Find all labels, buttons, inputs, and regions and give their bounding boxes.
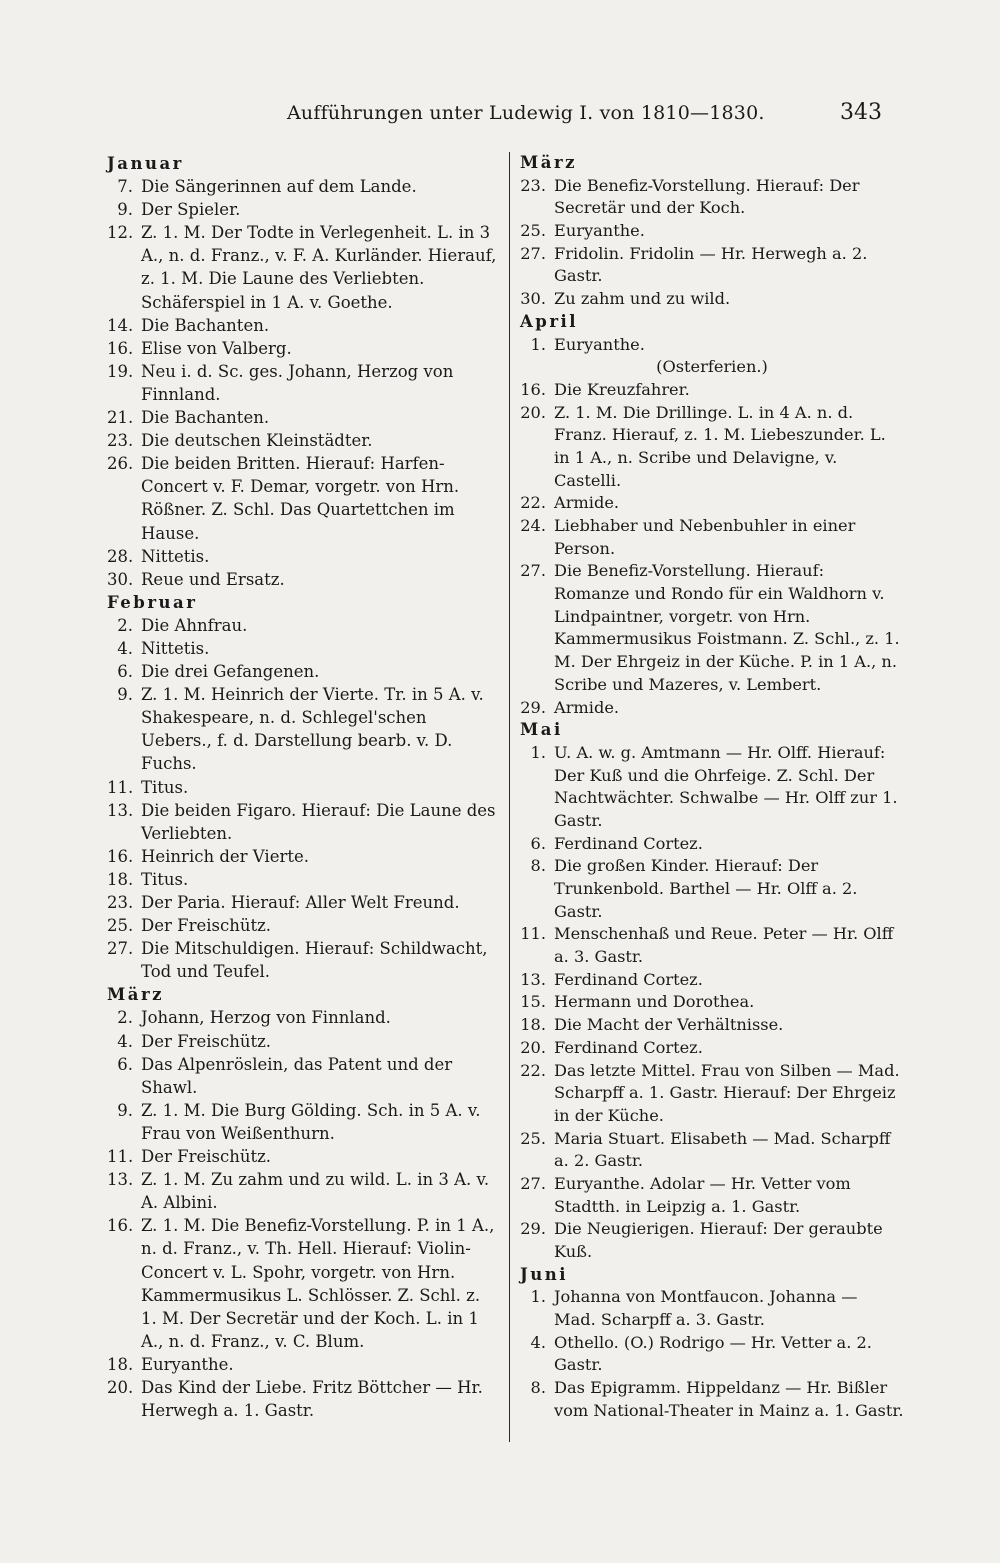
performance-entry	[107, 660, 497, 683]
entry-text: Der Freischütz.	[141, 1147, 272, 1167]
performance-entry	[520, 697, 904, 720]
entry-text: Johann, Herzog von Finnland.	[141, 1008, 391, 1028]
entry-day: 27.	[520, 561, 546, 581]
performance-entry	[107, 683, 497, 775]
performance-entry	[107, 429, 497, 452]
entry-text: Die Macht der Verhältnisse.	[554, 1015, 784, 1035]
performance-entry	[520, 833, 904, 856]
entry-day: 20.	[520, 1037, 546, 1057]
entry-text: Der Paria. Hierauf: Aller Welt Freund.	[141, 893, 460, 912]
performance-entry	[107, 614, 497, 637]
performance-entry	[107, 406, 497, 429]
month-heading: Juni	[520, 1264, 569, 1284]
performance-entry	[107, 452, 497, 544]
entry-day: 20.	[107, 1377, 134, 1397]
entry-text: Die Sängerinnen auf dem Lande.	[141, 177, 417, 197]
entry-day: 29.	[520, 697, 546, 717]
performance-entry	[107, 360, 497, 406]
performance-entry	[107, 1099, 497, 1145]
entry-day: 6.	[117, 1054, 133, 1074]
performance-entry	[520, 175, 904, 220]
performance-entry	[520, 969, 904, 992]
performance-entry	[520, 1377, 904, 1422]
entry-text: Maria Stuart. Elisabeth — Mad. Scharpff a. 2. Gastr.	[554, 1128, 891, 1171]
performance-entry	[107, 637, 497, 660]
performance-entry	[520, 515, 904, 560]
entry-day: 18.	[107, 869, 134, 889]
performance-entry	[107, 1353, 497, 1376]
month-heading: März	[520, 153, 578, 172]
entry-day: 13.	[107, 800, 134, 820]
entry-day: 11.	[107, 1147, 134, 1167]
entry-day: 22.	[520, 493, 546, 513]
performance-entry	[520, 288, 904, 311]
entry-text: Othello. (O.) Rodrigo — Hr. Vetter a. 2. Gastr.	[554, 1332, 872, 1375]
performance-entry	[520, 923, 904, 968]
performance-entry	[107, 221, 497, 313]
entry-text: Das letzte Mittel. Frau von Silben — Mad. Scharpff a. 1. Gastr. Hierauf: Der Ehrgeiz in der Küche.	[554, 1060, 900, 1125]
entry-text: Nittetis.	[141, 638, 210, 658]
month-heading: April	[520, 311, 579, 331]
month-heading: Januar	[107, 154, 184, 173]
entry-day: 4.	[117, 638, 133, 658]
entry-day: 28.	[107, 546, 134, 566]
entry-text: Die deutschen Kleinstädter.	[141, 431, 373, 451]
entry-day: 1.	[530, 334, 546, 354]
entry-day: 16.	[107, 846, 134, 866]
entry-text: Nittetis.	[141, 546, 210, 566]
entry-text: Ferdinand Cortez.	[554, 969, 703, 989]
entry-text: Die Mitschuldigen. Hierauf: Schildwacht, Tod und Teufel.	[141, 939, 488, 982]
entry-text: Euryanthe.	[554, 221, 645, 241]
entry-day: 4.	[530, 1332, 546, 1352]
performance-entry	[107, 776, 497, 799]
entry-day: 21.	[107, 408, 134, 428]
entry-text: Der Freischütz.	[141, 916, 272, 936]
entry-day: 27.	[520, 243, 546, 263]
entry-text: Die beiden Britten. Hierauf: Harfen-Concert v. F. Demar, vorgetr. von Hrn. Rößner. Z. Schl. Das Quartettchen im Hause.	[141, 454, 460, 543]
performance-entry	[520, 220, 904, 243]
entry-text: Ferdinand Cortez.	[554, 1037, 703, 1057]
entry-text: Die Bachanten.	[141, 315, 270, 335]
performance-entry	[107, 868, 497, 891]
performance-entry	[520, 991, 904, 1014]
performance-entry	[520, 1286, 904, 1331]
entry-day: 11.	[520, 924, 546, 944]
performance-entry	[520, 379, 904, 402]
entry-text: Z. 1. M. Die Burg Gölding. Sch. in 5 A. v. Frau von Weißenthurn.	[141, 1100, 481, 1143]
entry-day: 29.	[520, 1219, 546, 1239]
entry-day: 8.	[530, 1378, 546, 1398]
entry-day: 4.	[117, 1031, 133, 1051]
performance-entry	[107, 337, 497, 360]
performance-entry	[520, 560, 904, 696]
entry-day: 13.	[520, 969, 546, 989]
performance-entry	[520, 243, 904, 288]
performance-entry	[520, 1173, 904, 1218]
performance-entry	[520, 492, 904, 515]
entry-day: 30.	[107, 569, 134, 589]
entry-day: 7.	[117, 177, 133, 197]
entry-day: 1.	[530, 1287, 546, 1307]
performance-entry	[520, 1014, 904, 1037]
entry-day: 9.	[117, 1100, 133, 1120]
entry-day: 8.	[530, 856, 546, 876]
performance-entry	[107, 314, 497, 337]
entry-text: Euryanthe.	[141, 1354, 234, 1374]
month-heading: März	[107, 985, 165, 1005]
entry-day: 26.	[107, 454, 134, 474]
entry-day: 16.	[520, 379, 546, 399]
entry-text: Reue und Ersatz.	[141, 569, 285, 589]
performance-entry	[107, 1376, 497, 1422]
entry-day: 9.	[117, 685, 133, 705]
entry-text: Die Ahnfrau.	[141, 615, 248, 635]
entry-text: Elise von Valberg.	[141, 338, 292, 358]
month-heading: Februar	[107, 592, 198, 612]
entry-text: Titus.	[141, 869, 189, 889]
performance-entry	[520, 402, 904, 493]
performance-entry	[107, 937, 497, 983]
entry-day: 25.	[107, 916, 134, 936]
entry-day: 15.	[520, 992, 546, 1012]
performance-entry	[107, 845, 497, 868]
section-note: (Osterferien.)	[656, 357, 768, 377]
performance-entry	[107, 1145, 497, 1168]
entry-text: Das Epigramm. Hippeldanz — Hr. Bißler vom National-Theater in Mainz a. 1. Gastr.	[554, 1378, 904, 1420]
entry-text: Fridolin. Fridolin — Hr. Herwegh a. 2. Gastr.	[554, 243, 868, 286]
entry-day: 16.	[107, 338, 134, 358]
performance-entry	[520, 855, 904, 923]
entry-text: Der Spieler.	[141, 200, 241, 220]
entry-text: Die Bachanten.	[141, 408, 270, 428]
entry-day: 23.	[107, 431, 134, 451]
entry-text: Neu i. d. Sc. ges. Johann, Herzog von Finnland.	[141, 361, 454, 404]
entry-text: Z. 1. M. Der Todte in Verlegenheit. L. in 3 A., n. d. Franz., v. F. A. Kurländer. Hierauf, z. 1. M. Die Laune des Verliebten. Schäferspiel in 1 A. v. Goethe.	[141, 223, 497, 312]
performance-entry	[107, 1006, 497, 1029]
performance-entry	[107, 198, 497, 221]
entry-text: Johanna von Montfaucon. Johanna — Mad. Scharpff a. 3. Gastr.	[554, 1287, 858, 1330]
entry-text: Liebhaber und Nebenbuhler in einer Person.	[554, 516, 856, 558]
header-title: Aufführungen unter Ludewig I. von 1810—1830.	[287, 102, 765, 124]
entry-day: 6.	[117, 662, 133, 682]
page-number: 343	[840, 100, 882, 125]
entry-text: Menschenhaß und Reue. Peter — Hr. Olff a. 3. Gastr.	[554, 924, 894, 967]
entry-text: Z. 1. M. Die Drillinge. L. in 4 A. n. d. Franz. Hierauf, z. 1. M. Liebeszunder. L. in 1 A., n. Scribe und Delavigne, v. Castelli.	[554, 402, 886, 490]
entry-text: Euryanthe.	[554, 334, 645, 354]
entry-text: Die Benefiz-Vorstellung. Hierauf: Romanze und Rondo für ein Waldhorn v. Lindpaintner, vorgetr. von Hrn. Kammermusikus Foistmann. Z. Schl., z. 1. M. Der Ehrgeiz in der Küche. P. in 1 A., n. Scribe und Mazeres, v. Lembert.	[554, 561, 900, 694]
entry-day: 18.	[107, 1354, 134, 1374]
entry-day: 2.	[117, 1008, 133, 1028]
entry-text: Das Alpenröslein, das Patent und der Shawl.	[141, 1054, 453, 1097]
entry-day: 19.	[107, 361, 134, 381]
performance-entry	[107, 799, 497, 845]
entry-text: Armide.	[554, 493, 620, 513]
entry-day: 11.	[107, 777, 134, 797]
entry-day: 13.	[107, 1170, 134, 1190]
month-heading: Mai	[520, 720, 563, 740]
entry-day: 25.	[520, 221, 546, 241]
entry-text: Heinrich der Vierte.	[141, 846, 309, 866]
performance-entry	[520, 1060, 904, 1128]
entry-text: Die Neugierigen. Hierauf: Der geraubte Kuß.	[554, 1219, 883, 1261]
left-column	[107, 152, 497, 1422]
entry-day: 24.	[520, 516, 546, 535]
entry-text: Die beiden Figaro. Hierauf: Die Laune des Verliebten.	[141, 800, 496, 843]
performance-entry	[107, 1030, 497, 1053]
entry-text: Die großen Kinder. Hierauf: Der Trunkenbold. Barthel — Hr. Olff a. 2. Gastr.	[554, 856, 858, 921]
entry-day: 27.	[107, 939, 134, 959]
entry-text: Zu zahm und zu wild.	[554, 289, 731, 309]
entry-day: 20.	[520, 402, 546, 422]
performance-entry	[107, 891, 497, 914]
entry-text: Die Benefiz-Vorstellung. Hierauf: Der Secretär und der Koch.	[554, 175, 860, 218]
performance-entry	[107, 1214, 497, 1353]
entry-day: 16.	[107, 1216, 134, 1236]
performance-entry	[520, 1332, 904, 1377]
entry-day: 23.	[520, 175, 546, 195]
entry-day: 22.	[520, 1060, 546, 1080]
entry-text: Armide.	[554, 697, 620, 717]
entry-text: Ferdinand Cortez.	[554, 833, 703, 853]
entry-day: 30.	[520, 289, 546, 309]
entry-text: Titus.	[141, 777, 189, 797]
performance-entry	[107, 545, 497, 568]
entry-day: 1.	[530, 742, 546, 762]
performance-entry	[520, 334, 904, 357]
entry-day: 2.	[117, 615, 133, 635]
performance-entry	[107, 568, 497, 591]
entry-day: 6.	[530, 833, 546, 853]
entry-day: 27.	[520, 1173, 546, 1193]
entry-day: 18.	[520, 1015, 546, 1035]
entry-text: Euryanthe. Adolar — Hr. Vetter vom Stadtth. in Leipzig a. 1. Gastr.	[554, 1173, 851, 1216]
entry-day: 25.	[520, 1128, 546, 1148]
performance-entry	[520, 742, 904, 833]
performance-entry	[520, 1037, 904, 1060]
right-column	[520, 152, 904, 1423]
column-divider	[509, 152, 510, 1442]
entry-text: Z. 1. M. Zu zahm und zu wild. L. in 3 A. v. A. Albini.	[141, 1170, 490, 1213]
entry-text: Hermann und Dorothea.	[554, 992, 755, 1012]
entry-day: 12.	[107, 223, 134, 243]
entry-text: U. A. w. g. Amtmann — Hr. Olff. Hierauf: Der Kuß und die Ohrfeige. Z. Schl. Der Nachtwächter. Schwalbe — Hr. Olff zur 1. Gastr.	[554, 742, 898, 830]
performance-entry	[107, 914, 497, 937]
performance-entry	[107, 175, 497, 198]
entry-day: 23.	[107, 893, 134, 912]
performance-entry	[107, 1053, 497, 1099]
entry-text: Die drei Gefangenen.	[141, 662, 320, 682]
entry-text: Der Freischütz.	[141, 1031, 272, 1051]
entry-text: Die Kreuzfahrer.	[554, 379, 690, 399]
performance-entry	[520, 1128, 904, 1173]
entry-day: 9.	[117, 200, 133, 220]
entry-text: Z. 1. M. Die Benefiz-Vorstellung. P. in 1 A., n. d. Franz., v. Th. Hell. Hierauf: Violin-Concert v. L. Spohr, vorgetr. von Hrn. Kammermusikus L. Schlösser. Z. Schl. z. 1. M. Der Secretär und der Koch. L. in 1 A., n. d. Franz., v. C. Blum.	[141, 1216, 495, 1351]
entry-text: Z. 1. M. Heinrich der Vierte. Tr. in 5 A. v. Shakespeare, n. d. Schlegel'schen Uebers., f. d. Darstellung bearb. v. D. Fuchs.	[141, 685, 484, 774]
running-header	[0, 102, 1000, 132]
entry-day: 14.	[107, 315, 134, 335]
entry-text: Das Kind der Liebe. Fritz Böttcher — Hr. Herwegh a. 1. Gastr.	[141, 1377, 483, 1421]
performance-entry	[107, 1168, 497, 1214]
performance-entry	[520, 1218, 904, 1263]
